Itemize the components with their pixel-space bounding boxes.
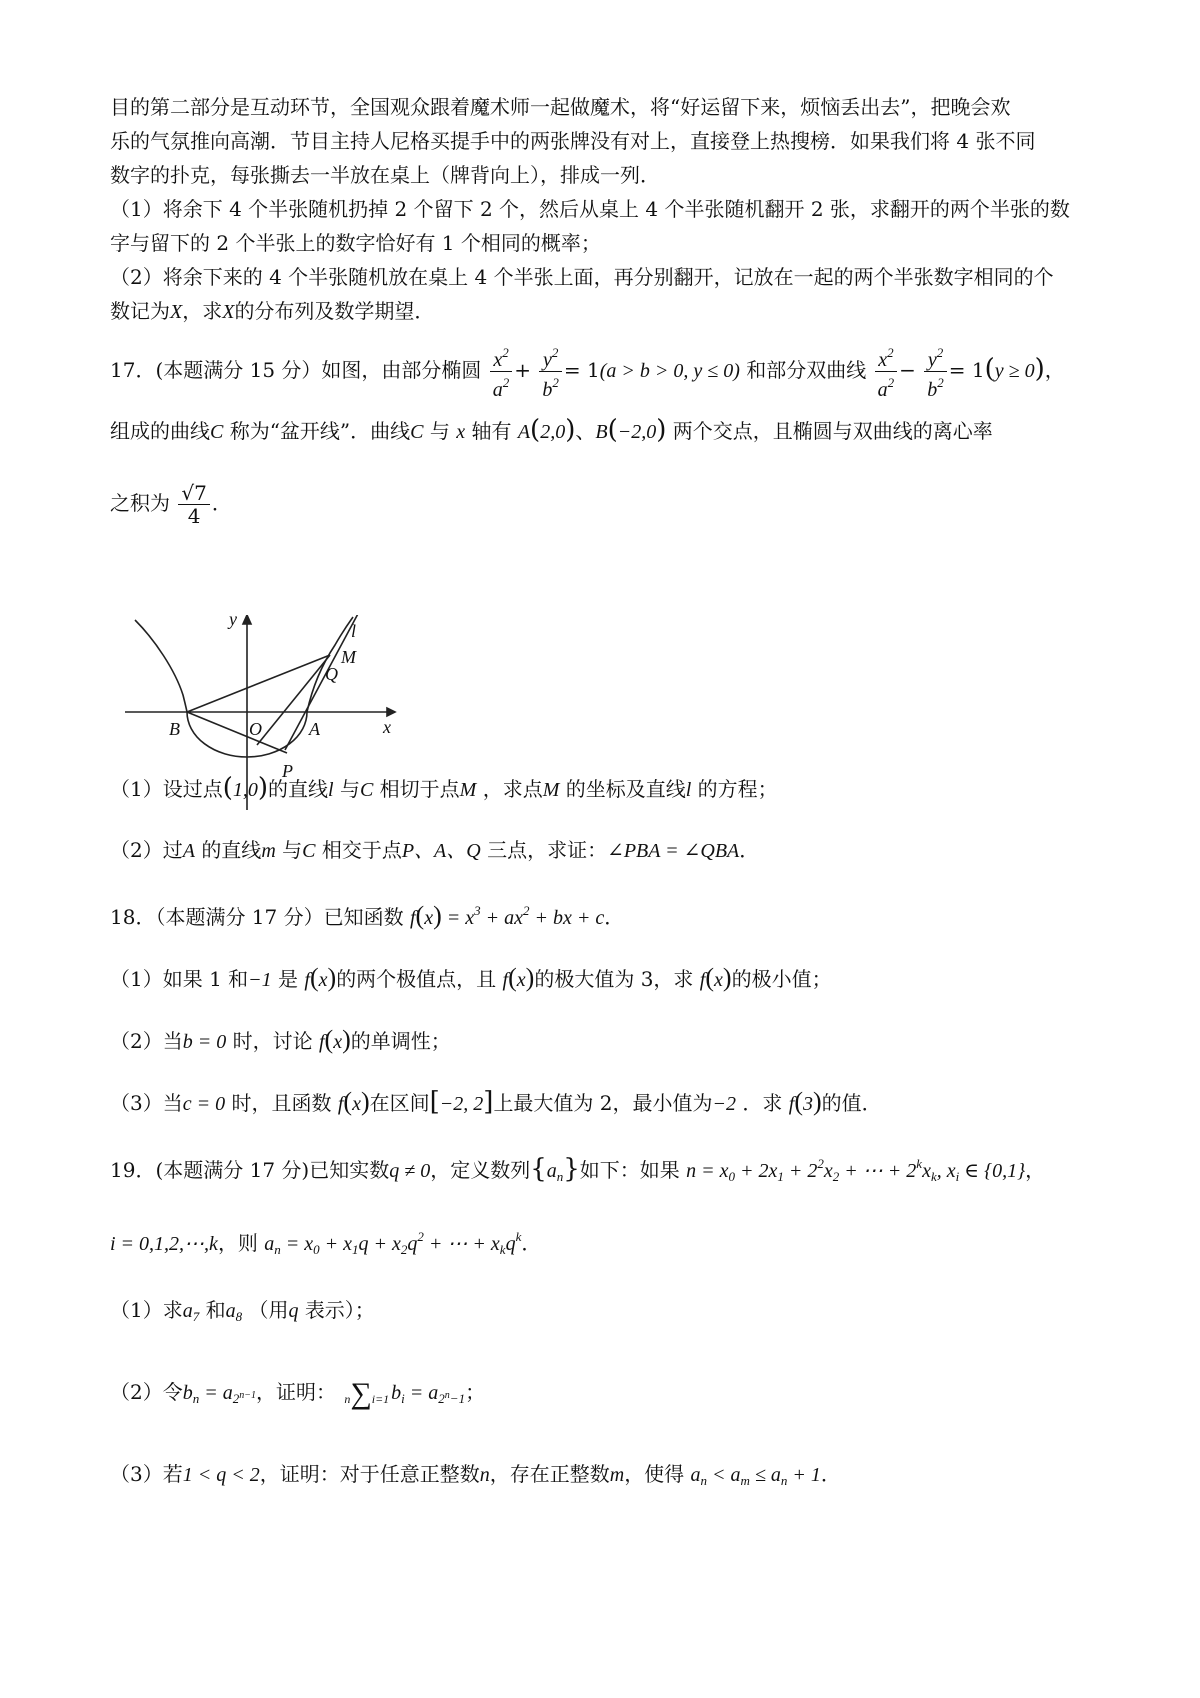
label-A: A bbox=[309, 719, 320, 739]
p17-line-1: 17．(本题满分 15 分）如图，由部分椭圆 $\frac{x^2}{a^2}$ + $\frac{y^2}{b^2}$ = 1(a > b > 0, y ≤ 0) 和部分双曲线 $\frac{x^2}{a^2}$ − $\frac{y^2}{b^2}$ = 1(y ≥ 0)， bbox=[110, 341, 1100, 401]
n-binary-expansion: $n = x_0 + 2x_1 + 2^2x_2$ + ⋯ + $2^kx_k$, $x_i$ ∈ bbox=[686, 1156, 985, 1184]
tangent-line-l bbox=[285, 615, 360, 750]
ellipse-x-term: $\frac{x^2}{a^2}$ bbox=[490, 342, 513, 401]
basin-curve-figure bbox=[125, 615, 435, 825]
p19-line-1: 19．(本题满分 17 分)已知实数q ≠ 0，定义数列$\{a_n\}$如下：如果 $n = x_0 + 2x_1 + 2^2x_2$ + ⋯ + $2^kx_k$, $x_i$ ∈ {0,1}， bbox=[110, 1154, 1046, 1184]
label-O: O bbox=[249, 719, 262, 739]
ellipse-y-term: $\frac{y^2}{b^2}$ bbox=[539, 342, 562, 401]
p17-line-2: 组成的曲线C 称为“盆开线”．曲线C 与 x 轴有 A(2,0)、B(−2,0) 两个交点，且椭圆与双曲线的离心率 bbox=[110, 415, 993, 445]
label-x: x bbox=[383, 717, 391, 737]
label-l: l bbox=[351, 621, 357, 641]
q16-part2-line1: （2）将余下来的 4 个半张随机放在桌上 4 个半张上面，再分别翻开，记放在一起的两个半张数字相同的个 bbox=[110, 265, 1054, 289]
p17-line-3: 之积为 $\frac{√7}{4}$ ． bbox=[110, 481, 232, 528]
an-definition: $a_n = x_0 + x_1q + x_2q^2$ + ⋯ + $x_kq^k$ bbox=[264, 1229, 522, 1257]
label-M: M bbox=[341, 647, 356, 667]
hyperbola-x-term: $\frac{x^2}{a^2}$ bbox=[875, 342, 898, 401]
p19-part1: （1）求$a_7$ 和$a_8$ （用q 表示）； bbox=[110, 1298, 375, 1324]
hyperbola-y-term: $\frac{y^2}{b^2}$ bbox=[924, 342, 947, 401]
p18-part1: （1）如果 1 和−1 是 f(x)的两个极值点，且 f(x)的极大值为 3，求 f(x)的极小值； bbox=[110, 963, 832, 992]
eccentricity-product: $\frac{√7}{4}$ bbox=[178, 482, 209, 527]
summation-symbol: n∑i=1 bbox=[344, 1376, 390, 1410]
label-P: P bbox=[282, 761, 293, 781]
p17-part1: （1）设过点(1,0)的直线l 与C 相切于点M ，求点M 的坐标及直线l 的方程； bbox=[110, 773, 778, 803]
p18-part2: （2）当b = 0 时，讨论 f(x)的单调性； bbox=[110, 1025, 451, 1054]
inequality: $a_n < a_m \le a_n + 1$ bbox=[690, 1464, 821, 1488]
q16-part1-line2: 字与留下的 2 个半张上的数字恰好有 1 个相同的概率； bbox=[110, 231, 601, 255]
segment-BP bbox=[187, 712, 287, 753]
hyperbola-left-branch bbox=[135, 620, 187, 712]
y-axis-arrow bbox=[243, 615, 251, 624]
q16-part1-line1: （1）将余下 4 个半张随机扔掉 2 个留下 2 个，然后从桌上 4 个半张随机翻开 2 张，求翻开的两个半张的数 bbox=[110, 197, 1070, 221]
label-y: y bbox=[229, 615, 237, 629]
intro-line-2: 乐的气氛推向高潮．节目主持人尼格买提手中的两张牌没有对上，直接登上热搜榜．如果我们将 4 张不同 bbox=[110, 129, 1036, 153]
p19-part2: （2）令$b_n = a_{2^{n-1}}$，证明： n∑i=1 $b_i = a_{2^n-1}$； bbox=[110, 1376, 486, 1410]
intro-line-1: 目的第二部分是互动环节，全国观众跟着魔术师一起做魔术，将“好运留下来，烦恼丢出去”，把晚会欢 bbox=[110, 95, 1011, 119]
intro-line-3: 数字的扑克，每张撕去一半放在桌上（牌背向上），排成一列． bbox=[110, 163, 660, 187]
p19-part3: （3）若1 < q < 2，证明：对于任意正整数n，存在正整数m，使得 $a_n < a_m \le a_n + 1$． bbox=[110, 1462, 841, 1488]
p19-line-2: i = 0,1,2,⋯,k，则 $a_n = x_0 + x_1q + x_2q^2$ + ⋯ + $x_kq^k$． bbox=[110, 1229, 542, 1257]
label-B: B bbox=[169, 719, 180, 739]
label-Q: Q bbox=[325, 664, 338, 684]
q16-part2-line2: 数记为X，求X的分布列及数学期望． bbox=[110, 299, 435, 323]
p18-part3: （3）当c = 0 时，且函数 f(x)在区间[−2, 2]上最大值为 2，最小值为−2 ．求 f(3)的值． bbox=[110, 1087, 882, 1117]
p18-line-1: 18．（本题满分 17 分）已知函数 $f(x) = x^3 + ax^2$ + bx + c． bbox=[110, 901, 625, 930]
p17-part2: （2）过A 的直线m 与C 相交于点P、A、Q 三点，求证：∠PBA = ∠QBA． bbox=[110, 838, 760, 862]
function-def: $f(x) = x^3 + ax^2$ + bx + c bbox=[409, 901, 605, 930]
x-axis-arrow bbox=[387, 708, 395, 716]
